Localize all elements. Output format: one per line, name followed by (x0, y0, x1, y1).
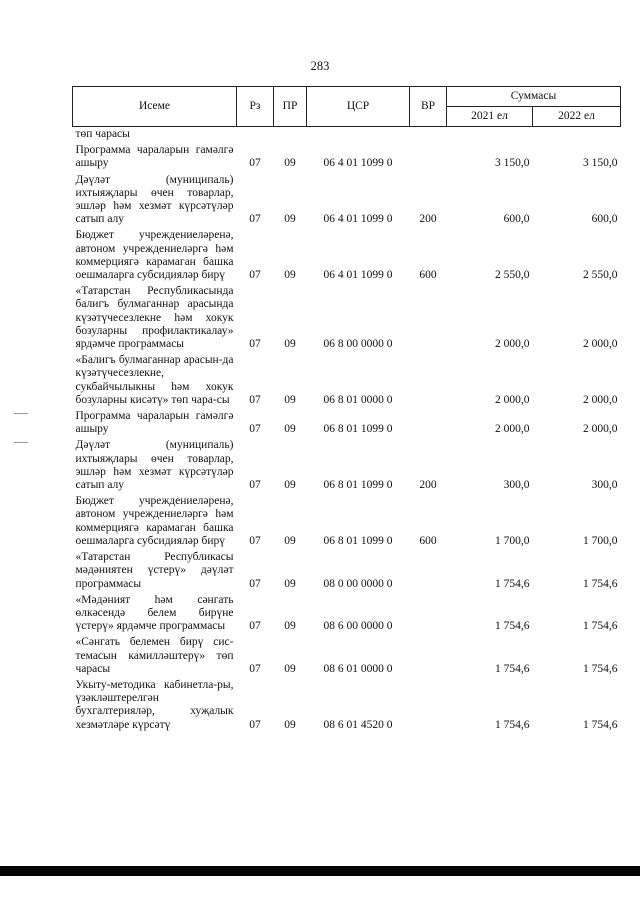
table-row (73, 493, 621, 549)
row-amount-2021: 2 000,0 (495, 393, 530, 406)
row-vr (410, 283, 447, 352)
row-amount-2022: 1 700,0 (583, 534, 618, 547)
row-amount-2022: 2 000,0 (583, 338, 618, 351)
row-amount-2021: 600,0 (503, 213, 530, 226)
table-row (73, 437, 621, 493)
row-pr: 09 (284, 393, 296, 406)
row-pr: 09 (284, 213, 296, 226)
header-rz: Рз (237, 87, 274, 127)
row-amount-2021: 1 754,6 (495, 662, 530, 675)
row-vr: 600 (419, 534, 437, 547)
row-csr: 06 8 00 0000 0 (323, 338, 393, 351)
row-vr: 200 (419, 479, 437, 492)
row-amount-2021: 2 000,0 (495, 423, 530, 436)
row-pr: 09 (284, 577, 296, 590)
row-amount-2021: 300,0 (503, 479, 530, 492)
row-csr: 06 4 01 1099 0 (323, 269, 393, 282)
row-csr: 06 8 01 0000 0 (323, 393, 393, 406)
row-amount-2022: 3 150,0 (583, 157, 618, 170)
row-csr: 08 6 01 0000 0 (323, 662, 393, 675)
table-row (73, 283, 621, 352)
row-amount-2022: 1 754,6 (583, 662, 618, 675)
row-pr: 09 (284, 534, 296, 547)
row-rz (237, 127, 274, 143)
row-amount-2021: 2 000,0 (495, 338, 530, 351)
row-pr: 09 (284, 423, 296, 436)
row-pr: 09 (284, 269, 296, 282)
row-amount-2021 (447, 127, 533, 143)
row-name: Программа чараларын гамәлгә ашыру (75, 144, 234, 170)
row-pr: 09 (284, 479, 296, 492)
row-pr: 09 (284, 718, 296, 731)
row-vr (410, 352, 447, 408)
row-name: Укыту-методика кабинетла-ры, үзәкләштерелгән бухгалтерияләр, хуҗалык хезмәтләре күрсәтү (75, 678, 234, 731)
row-amount-2021: 1 754,6 (495, 577, 530, 590)
margin-mark (14, 442, 28, 443)
budget-table-container (72, 86, 620, 733)
page-number: 283 (310, 59, 330, 73)
row-name: Программа чараларын гамәлгә ашыру (75, 410, 234, 436)
row-vr (410, 634, 447, 677)
row-amount-2022: 2 550,0 (583, 269, 618, 282)
header-vr: ВР (410, 87, 447, 127)
row-name: төп чарасы (75, 128, 130, 140)
row-rz: 07 (249, 269, 261, 282)
table-body (73, 127, 621, 733)
table-header (73, 87, 621, 127)
row-rz: 07 (249, 157, 261, 170)
row-amount-2021: 2 550,0 (495, 269, 530, 282)
row-csr: 06 4 01 1099 0 (323, 157, 393, 170)
row-vr: 600 (419, 269, 437, 282)
row-vr (410, 142, 447, 171)
row-pr: 09 (284, 620, 296, 633)
row-vr (410, 408, 447, 437)
row-name: Бюджет учреждениеләренә, автоном учреждениеләргә һәм коммерциягә карамаган башка оешмаларга субсидияләр бирү (75, 229, 234, 282)
header-csr: ЦСР (307, 87, 410, 127)
table-row (73, 227, 621, 283)
row-csr: 08 6 00 0000 0 (323, 620, 393, 633)
row-name: Бюджет учреждениеләренә, автоном учреждениеләргә һәм коммерциягә карамаган башка оешмаларга субсидияләр бирү (75, 495, 234, 547)
row-rz: 07 (249, 213, 261, 226)
row-rz: 07 (249, 662, 261, 675)
row-csr: 08 6 01 4520 0 (323, 718, 393, 731)
table-row (73, 592, 621, 635)
header-sums: Суммасы (447, 87, 621, 107)
table-row (73, 408, 621, 437)
scan-edge-bar (0, 866, 640, 876)
row-vr (410, 549, 447, 592)
header-2022: 2022 ел (533, 107, 621, 127)
table-row (73, 127, 621, 143)
row-amount-2021: 3 150,0 (495, 157, 530, 170)
header-name: Исеме (73, 87, 237, 127)
budget-table (72, 86, 621, 733)
row-pr: 09 (284, 662, 296, 675)
row-rz: 07 (249, 577, 261, 590)
table-row (73, 549, 621, 592)
row-name: «Сәнгать белемен бирү сис-темасын камилләштерү» төп чарасы (75, 636, 234, 675)
row-name: Дәүләт (муниципаль) ихтыяҗлары өчен товарлар, эшләр һәм хезмәт күрсәтүләр сатып алу (75, 173, 234, 226)
table-row (73, 677, 621, 733)
row-csr: 06 8 01 1099 0 (323, 479, 393, 492)
row-csr: 06 8 01 1099 0 (323, 534, 393, 547)
row-amount-2021: 1 700,0 (495, 534, 530, 547)
row-amount-2022: 2 000,0 (583, 423, 618, 436)
row-name: «Балигъ булмаганнар арасын-да күзәтүчесезлекне, сукбайчылыкны һәм хокук бозуларны кисәтү» төп чара-сы (75, 354, 234, 406)
row-amount-2021: 1 754,6 (495, 718, 530, 731)
row-amount-2022 (533, 127, 621, 143)
row-name: «Татарстан Республикасында балигъ булмаганнар арасында күзәтүчесезлекне һәм хокук бозуларны профилактикалау» ярдәмче программасы (75, 285, 234, 351)
row-amount-2022: 1 754,6 (583, 577, 618, 590)
row-vr (410, 592, 447, 635)
row-rz: 07 (249, 393, 261, 406)
row-csr (307, 127, 410, 143)
row-pr: 09 (284, 338, 296, 351)
table-row (73, 142, 621, 171)
row-vr (410, 677, 447, 733)
row-vr (410, 127, 447, 143)
row-amount-2022: 600,0 (591, 213, 618, 226)
row-name: Дәүләт (муниципаль) ихтыяҗлары өчен товарлар, эшләр һәм хезмәт күрсәтүләр сатып алу (75, 439, 234, 492)
row-vr: 200 (419, 213, 437, 226)
table-row (73, 634, 621, 677)
row-amount-2022: 300,0 (591, 479, 618, 492)
margin-mark (14, 413, 28, 414)
row-rz: 07 (249, 718, 261, 731)
row-rz: 07 (249, 423, 261, 436)
table-row (73, 352, 621, 408)
row-amount-2022: 1 754,6 (583, 620, 618, 633)
row-csr: 06 4 01 1099 0 (323, 213, 393, 226)
table-row (73, 172, 621, 228)
header-2021: 2021 ел (447, 107, 533, 127)
row-rz: 07 (249, 338, 261, 351)
row-csr: 06 8 01 1099 0 (323, 423, 393, 436)
row-rz: 07 (249, 620, 261, 633)
row-amount-2021: 1 754,6 (495, 620, 530, 633)
header-pr: ПР (274, 87, 307, 127)
row-pr: 09 (284, 157, 296, 170)
row-amount-2022: 2 000,0 (583, 393, 618, 406)
row-rz: 07 (249, 479, 261, 492)
row-csr: 08 0 00 0000 0 (323, 577, 393, 590)
row-name: «Мәдәният һәм сәнгать өлкәсендә белем бирүне үстерү» ярдәмче программасы (75, 593, 234, 633)
row-rz: 07 (249, 534, 261, 547)
row-pr (274, 127, 307, 143)
row-name: «Татарстан Республикасы мәдәниятен үстерү» дәүләт программасы (75, 551, 234, 590)
row-amount-2022: 1 754,6 (583, 718, 618, 731)
